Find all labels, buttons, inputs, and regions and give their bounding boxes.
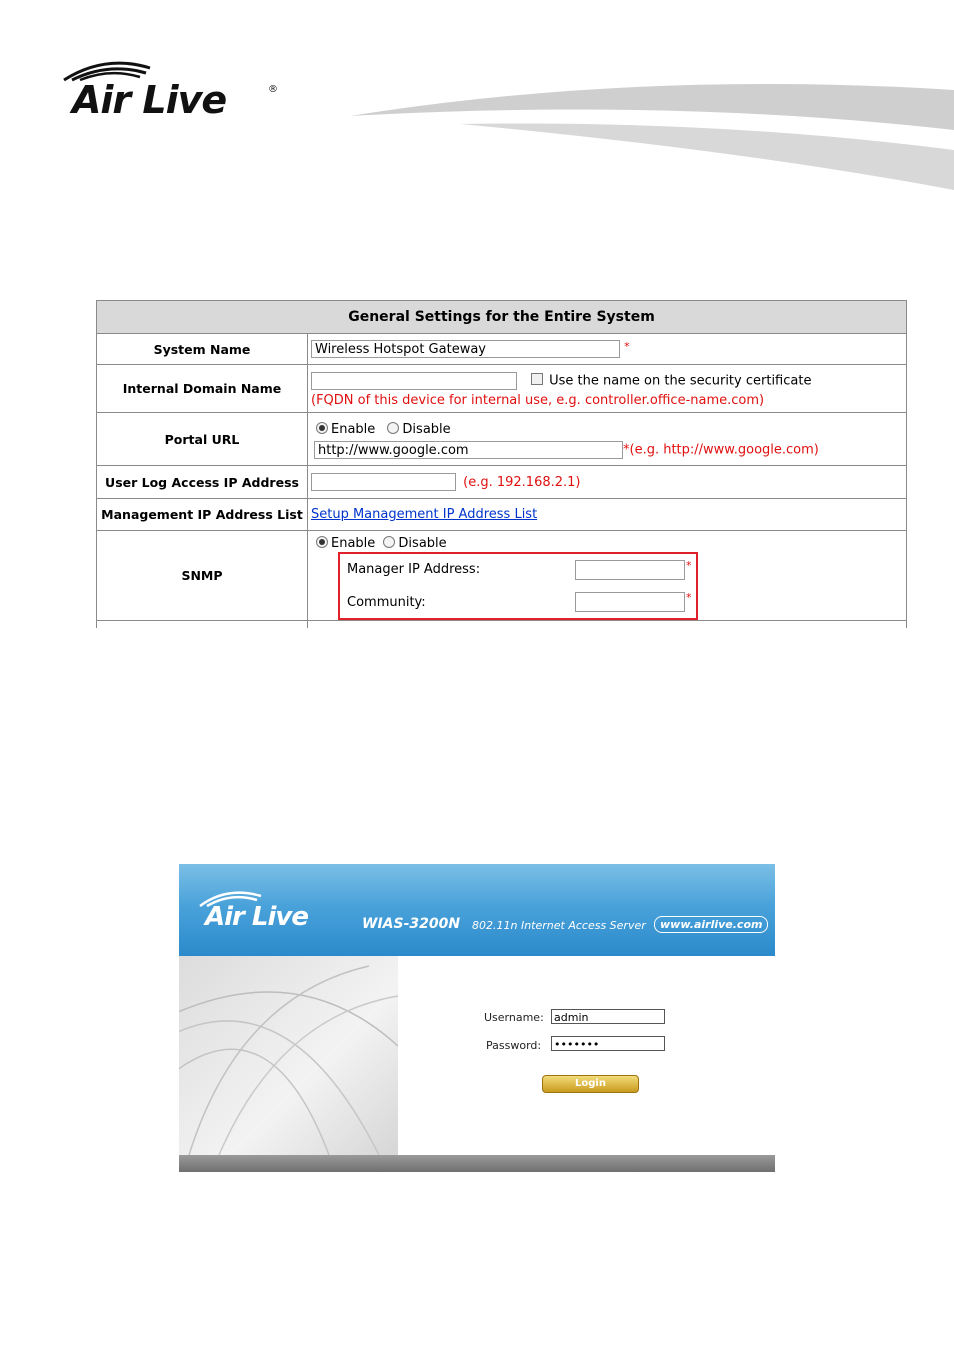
portal-url-hint: *(e.g. http://www.google.com) xyxy=(623,442,819,457)
snmp-disable-label: Disable xyxy=(398,536,447,551)
community-input[interactable] xyxy=(575,592,685,612)
portal-url-label: Portal URL xyxy=(97,413,308,466)
system-name-label: System Name xyxy=(97,334,308,365)
header-swoosh xyxy=(340,80,954,200)
password-input[interactable]: ••••••• xyxy=(551,1036,665,1051)
password-label: Password: xyxy=(486,1039,542,1052)
setup-mgmt-ip-link[interactable]: Setup Management IP Address List xyxy=(311,507,538,522)
internal-domain-label: Internal Domain Name xyxy=(97,365,308,413)
snmp-disable-radio[interactable] xyxy=(383,536,395,548)
login-body xyxy=(179,956,775,1155)
product-url: www.airlive.com xyxy=(654,916,768,933)
login-screen xyxy=(179,864,775,1172)
certificate-checkbox[interactable] xyxy=(531,373,543,385)
required-mark: * xyxy=(624,340,630,353)
manager-ip-label: Manager IP Address: xyxy=(347,562,481,577)
portal-disable-label: Disable xyxy=(402,421,451,437)
general-settings-panel xyxy=(96,300,907,628)
decorative-art xyxy=(179,956,398,1155)
community-label: Community: xyxy=(347,595,426,610)
model-name: WIAS-3200N xyxy=(362,916,461,932)
login-footer-bar xyxy=(179,1155,775,1172)
registered-mark: ® xyxy=(268,84,278,95)
login-button[interactable]: Login xyxy=(542,1075,639,1093)
internal-domain-input[interactable] xyxy=(311,372,517,390)
system-name-input[interactable]: Wireless Hotspot Gateway xyxy=(311,340,620,358)
snmp-label: SNMP xyxy=(97,531,308,621)
required-mark: * xyxy=(686,559,692,572)
user-log-hint: (e.g. 192.168.2.1) xyxy=(463,474,581,490)
login-banner xyxy=(179,864,775,956)
manager-ip-input[interactable] xyxy=(575,560,685,580)
product-description: 802.11n Internet Access Server xyxy=(472,919,646,932)
airlive-logo xyxy=(58,58,288,122)
snmp-enable-label: Enable xyxy=(331,536,376,551)
snmp-highlight-box xyxy=(338,552,698,620)
internal-domain-hint: (FQDN of this device for internal use, e.g. controller.office-name.com) xyxy=(311,392,765,408)
banner-logo: Air Live xyxy=(205,902,308,932)
snmp-enable-radio[interactable] xyxy=(316,536,328,548)
portal-disable-radio[interactable] xyxy=(387,422,399,434)
username-input[interactable]: admin xyxy=(551,1009,665,1024)
portal-enable-label: Enable xyxy=(331,421,376,437)
logo-text: Air Live xyxy=(72,78,227,122)
username-label: Username: xyxy=(484,1011,544,1024)
certificate-checkbox-label: Use the name on the security certificate xyxy=(549,373,812,388)
settings-header: General Settings for the Entire System xyxy=(97,301,907,334)
swirl-lines-decoration xyxy=(179,956,398,1155)
user-log-input[interactable] xyxy=(311,473,456,491)
portal-enable-radio[interactable] xyxy=(316,422,328,434)
user-log-label: User Log Access IP Address xyxy=(97,466,308,499)
portal-url-input[interactable]: http://www.google.com xyxy=(314,441,623,459)
mgmt-ip-label: Management IP Address List xyxy=(97,499,308,531)
required-mark: * xyxy=(686,591,692,604)
